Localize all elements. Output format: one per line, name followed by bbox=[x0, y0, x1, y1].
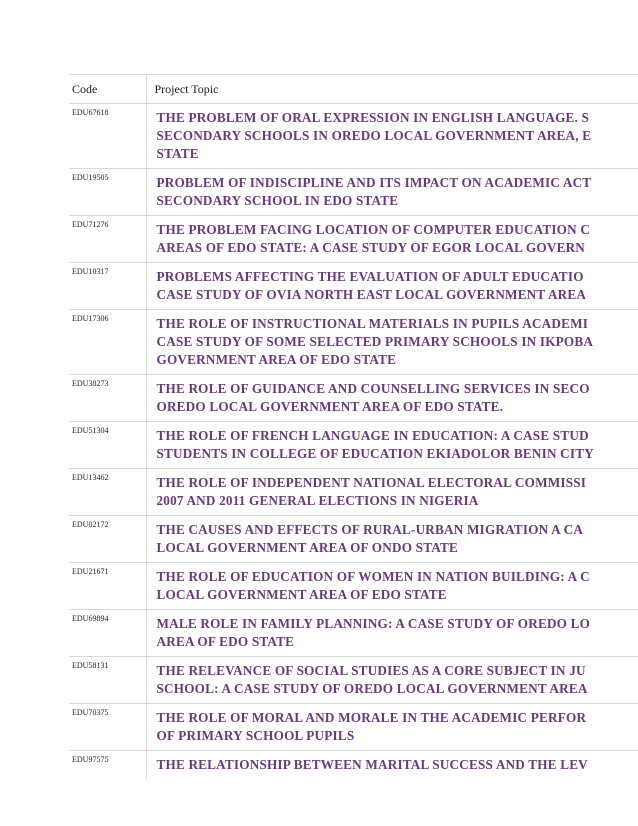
project-topic-cell[interactable] bbox=[146, 657, 638, 704]
project-code: EDU17306 bbox=[69, 310, 146, 375]
project-topic-line: THE CAUSES AND EFFECTS OF RURAL-URBAN MIGRATION A CA bbox=[156, 522, 584, 537]
project-topic-line: MALE ROLE IN FAMILY PLANNING: A CASE STUDY OF OREDO LO bbox=[156, 616, 591, 631]
column-header-project-topic: Project Topic bbox=[146, 75, 638, 104]
project-topic-line: SECONDARY SCHOOL IN EDO STATE bbox=[156, 193, 399, 208]
project-topic-cell[interactable] bbox=[146, 263, 638, 310]
project-topic-link[interactable] bbox=[157, 615, 638, 651]
project-topic-cell[interactable] bbox=[146, 563, 638, 610]
column-header-code: Code bbox=[69, 75, 146, 104]
project-code: EDU13462 bbox=[69, 469, 146, 516]
project-code: EDU70375 bbox=[69, 704, 146, 751]
project-topic-cell[interactable] bbox=[146, 216, 638, 263]
project-topic-cell[interactable] bbox=[146, 104, 638, 169]
project-topic-link[interactable] bbox=[157, 427, 638, 463]
table-row bbox=[69, 563, 638, 610]
project-topic-line: THE ROLE OF INDEPENDENT NATIONAL ELECTORAL COMMISSI bbox=[156, 475, 587, 490]
table-row bbox=[69, 104, 638, 169]
project-topic-line: THE ROLE OF FRENCH LANGUAGE IN EDUCATION: A CASE STUD bbox=[156, 428, 589, 443]
table-row bbox=[69, 516, 638, 563]
project-topic-link[interactable] bbox=[157, 380, 638, 416]
project-topic-line: THE ROLE OF EDUCATION OF WOMEN IN NATION BUILDING: A C bbox=[156, 569, 590, 584]
project-topic-line: 2007 AND 2011 GENERAL ELECTIONS IN NIGERIA bbox=[156, 493, 479, 508]
project-topic-line: SCHOOL: A CASE STUDY OF OREDO LOCAL GOVERNMENT AREA bbox=[156, 681, 588, 696]
project-topic-line: STATE bbox=[156, 146, 199, 161]
project-topic-cell[interactable] bbox=[146, 704, 638, 751]
project-topic-cell[interactable] bbox=[146, 310, 638, 375]
project-code: EDU21671 bbox=[69, 563, 146, 610]
project-code: EDU19505 bbox=[69, 169, 146, 216]
project-topic-line: LOCAL GOVERNMENT AREA OF ONDO STATE bbox=[156, 540, 458, 555]
project-code: EDU58131 bbox=[69, 657, 146, 704]
table-row bbox=[69, 610, 638, 657]
project-code: EDU02172 bbox=[69, 516, 146, 563]
project-topic-line: PROBLEM OF INDISCIPLINE AND ITS IMPACT ON ACADEMIC ACT bbox=[156, 175, 592, 190]
project-topic-cell[interactable] bbox=[146, 751, 638, 780]
project-topic-line: LOCAL GOVERNMENT AREA OF EDO STATE bbox=[156, 587, 447, 602]
project-topic-line: STUDENTS IN COLLEGE OF EDUCATION EKIADOLOR BENIN CITY bbox=[156, 446, 594, 461]
project-topic-link[interactable] bbox=[157, 662, 638, 698]
project-topic-line: THE RELEVANCE OF SOCIAL STUDIES AS A CORE SUBJECT IN JU bbox=[156, 663, 586, 678]
project-topic-line: SECONDARY SCHOOLS IN OREDO LOCAL GOVERNMENT AREA, E bbox=[156, 128, 592, 143]
project-code: EDU38273 bbox=[69, 375, 146, 422]
table-row bbox=[69, 169, 638, 216]
project-topic-link[interactable] bbox=[157, 268, 638, 304]
project-topic-line: PROBLEMS AFFECTING THE EVALUATION OF ADULT EDUCATIO bbox=[156, 269, 584, 284]
table-row bbox=[69, 216, 638, 263]
table-row bbox=[69, 751, 638, 780]
table-row bbox=[69, 704, 638, 751]
project-code: EDU97575 bbox=[69, 751, 146, 780]
project-topic-line: OF PRIMARY SCHOOL PUPILS bbox=[156, 728, 355, 743]
project-code: EDU51304 bbox=[69, 422, 146, 469]
project-topic-line: OREDO LOCAL GOVERNMENT AREA OF EDO STATE. bbox=[156, 399, 504, 414]
project-topic-link[interactable] bbox=[157, 568, 638, 604]
project-topic-line: AREA OF EDO STATE bbox=[156, 634, 295, 649]
project-topic-link[interactable] bbox=[157, 315, 638, 369]
project-code: EDU71276 bbox=[69, 216, 146, 263]
table-row bbox=[69, 310, 638, 375]
project-topic-line: THE ROLE OF MORAL AND MORALE IN THE ACADEMIC PERFOR bbox=[156, 710, 587, 725]
project-topic-line: AREAS OF EDO STATE: A CASE STUDY OF EGOR LOCAL GOVERN bbox=[156, 240, 586, 255]
project-code: EDU67618 bbox=[69, 104, 146, 169]
project-topic-link[interactable] bbox=[157, 109, 638, 163]
project-topic-line: CASE STUDY OF SOME SELECTED PRIMARY SCHOOLS IN IKPOBA bbox=[156, 334, 594, 349]
project-topic-cell[interactable] bbox=[146, 516, 638, 563]
project-topic-cell[interactable] bbox=[146, 375, 638, 422]
project-topic-link[interactable] bbox=[157, 709, 638, 745]
table-row bbox=[69, 469, 638, 516]
project-topic-cell[interactable] bbox=[146, 469, 638, 516]
table-row bbox=[69, 422, 638, 469]
project-topic-link[interactable] bbox=[157, 221, 638, 257]
table-body bbox=[69, 104, 638, 780]
project-topic-line: THE RELATIONSHIP BETWEEN MARITAL SUCCESS AND THE LEV bbox=[156, 757, 588, 772]
table-row bbox=[69, 263, 638, 310]
project-topic-link[interactable] bbox=[157, 521, 638, 557]
project-topic-line: GOVERNMENT AREA OF EDO STATE bbox=[156, 352, 397, 367]
project-code: EDU69894 bbox=[69, 610, 146, 657]
project-topic-link[interactable] bbox=[157, 474, 638, 510]
table-row bbox=[69, 375, 638, 422]
project-code: EDU10317 bbox=[69, 263, 146, 310]
project-topic-line: THE ROLE OF GUIDANCE AND COUNSELLING SERVICES IN SECO bbox=[156, 381, 590, 396]
project-topic-line: THE PROBLEM FACING LOCATION OF COMPUTER EDUCATION C bbox=[156, 222, 591, 237]
project-topic-cell[interactable] bbox=[146, 169, 638, 216]
table-row bbox=[69, 657, 638, 704]
project-topic-line: THE ROLE OF INSTRUCTIONAL MATERIALS IN PUPILS ACADEMI bbox=[156, 316, 589, 331]
project-topic-line: CASE STUDY OF OVIA NORTH EAST LOCAL GOVERNMENT AREA bbox=[156, 287, 587, 302]
project-topic-link[interactable] bbox=[157, 174, 638, 210]
project-topics-table-container bbox=[69, 74, 638, 779]
project-topic-link[interactable] bbox=[157, 756, 638, 774]
table-header-row bbox=[69, 75, 638, 104]
project-topic-line: THE PROBLEM OF ORAL EXPRESSION IN ENGLISH LANGUAGE. S bbox=[156, 110, 590, 125]
project-topic-cell[interactable] bbox=[146, 422, 638, 469]
project-topics-table bbox=[69, 74, 638, 779]
project-topic-cell[interactable] bbox=[146, 610, 638, 657]
